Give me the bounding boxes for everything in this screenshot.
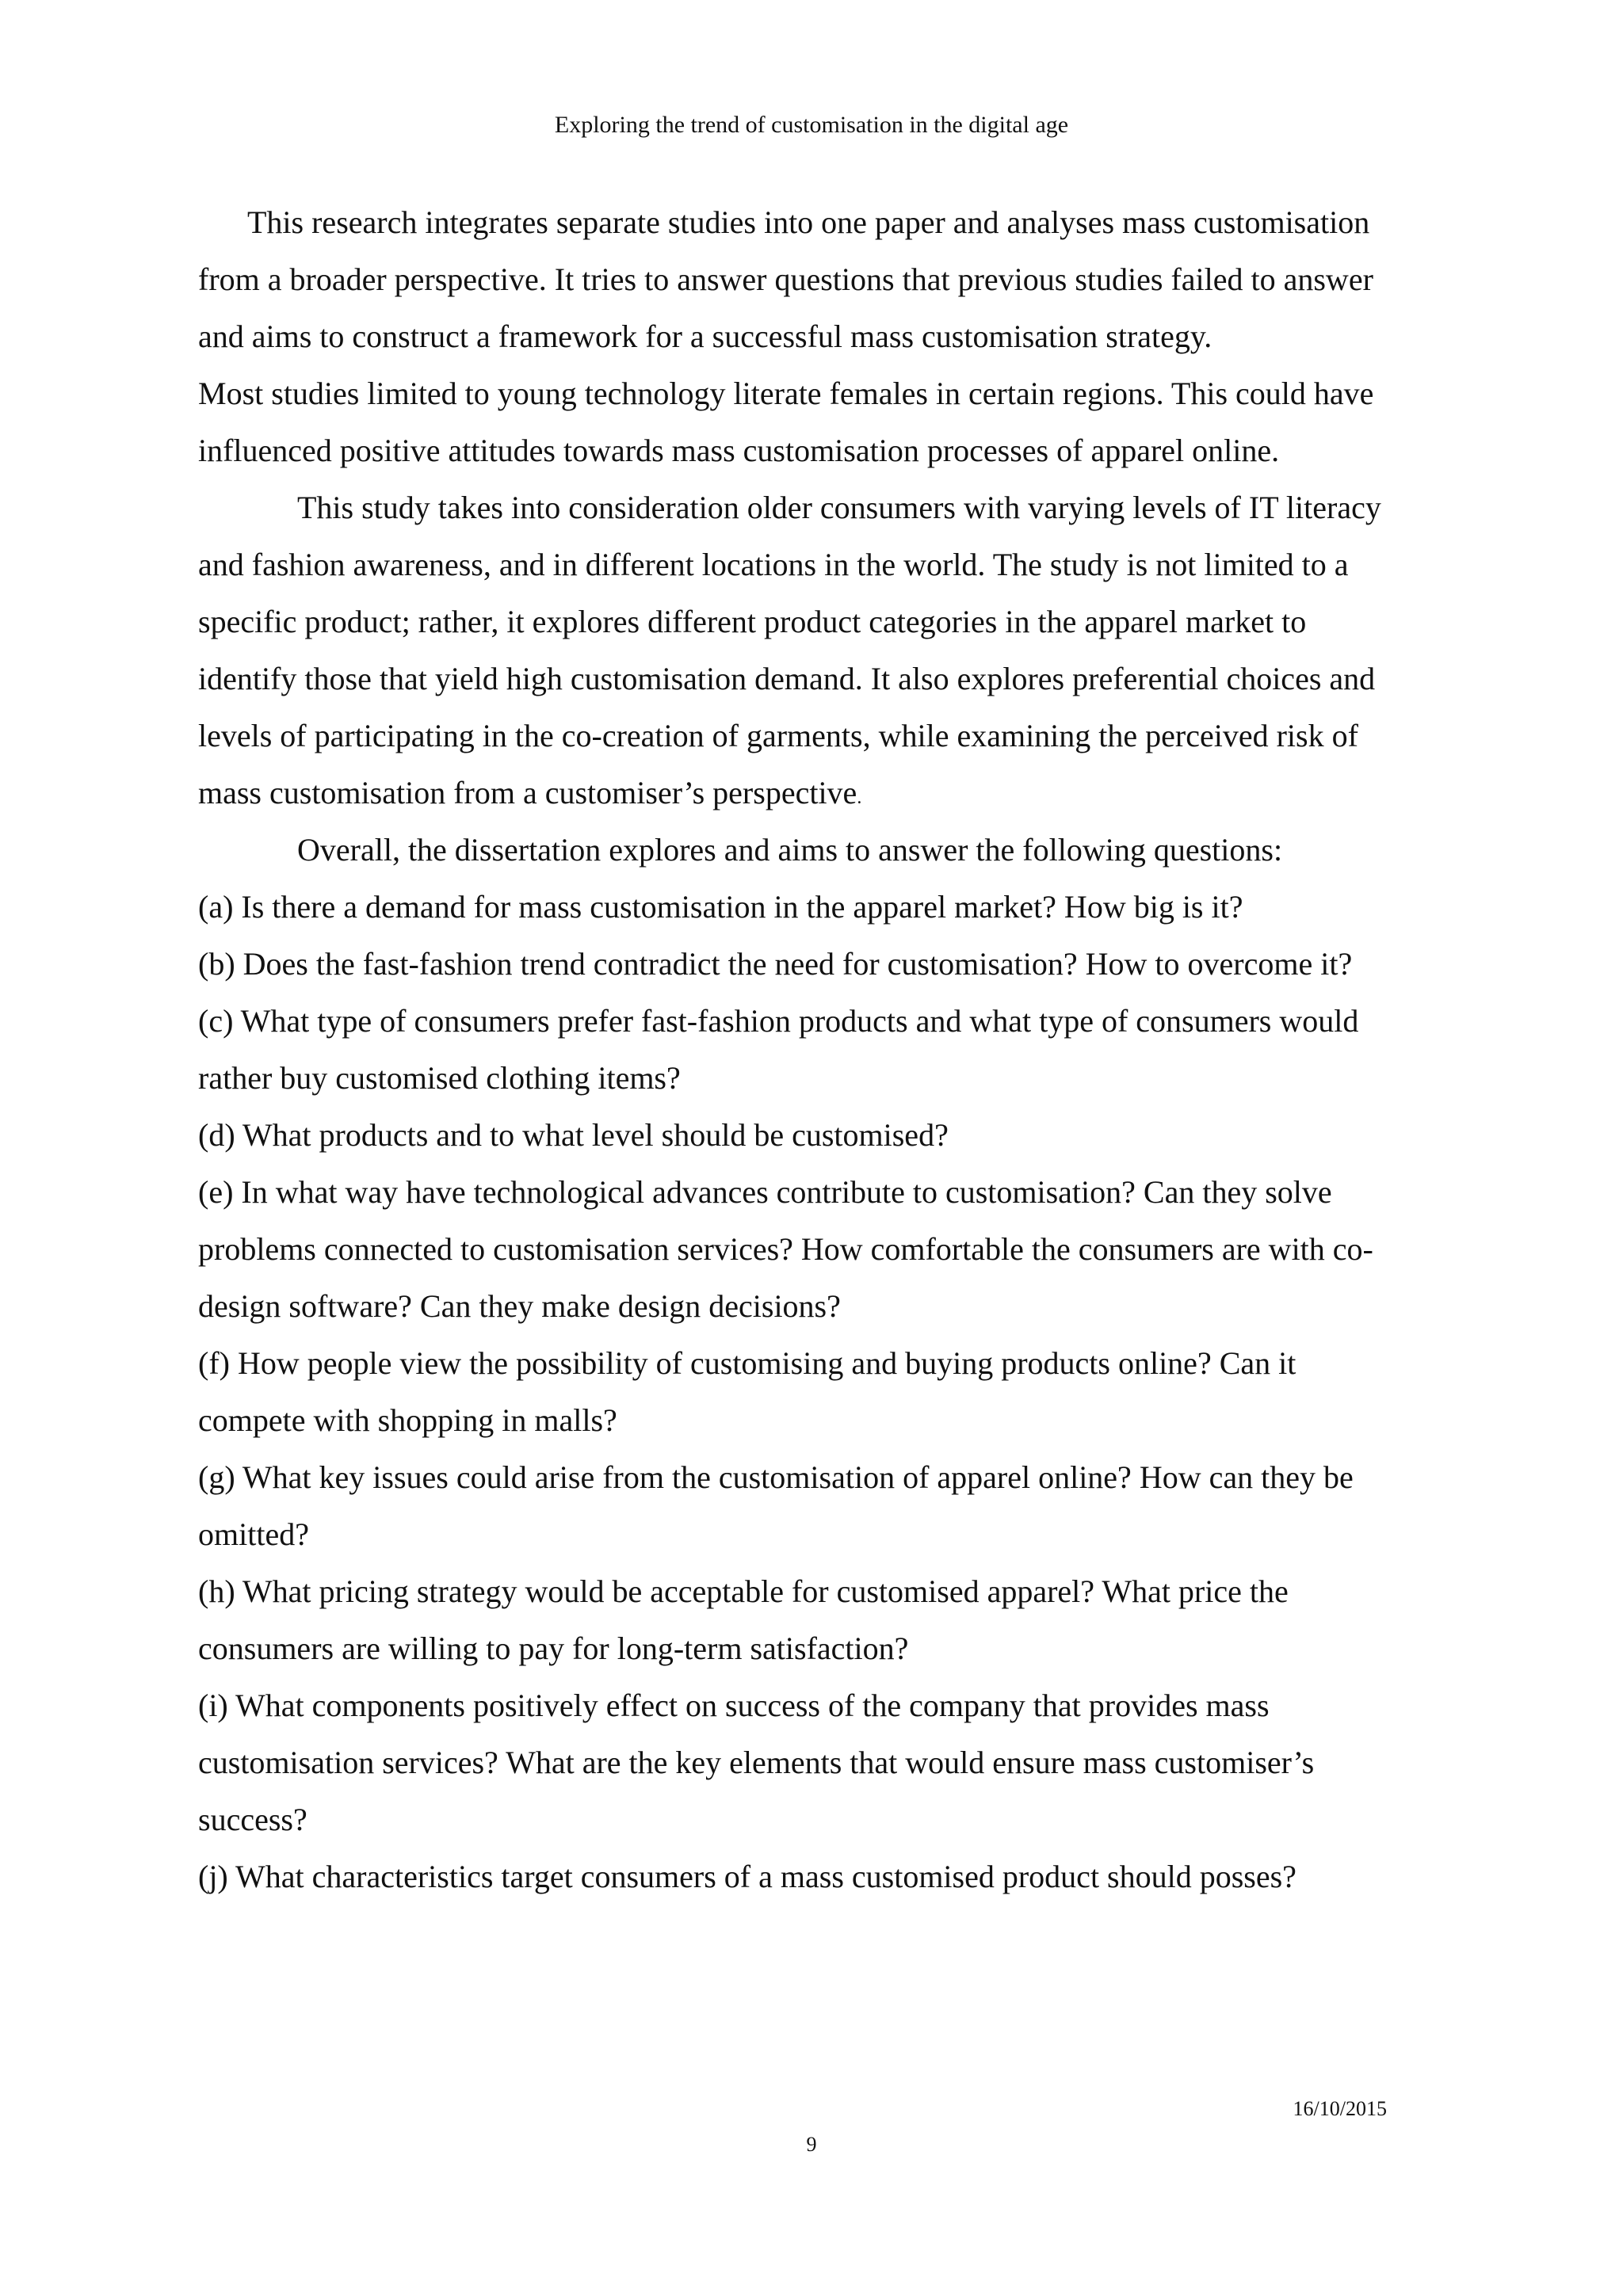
question-a: (a) Is there a demand for mass customisation in the apparel market? How big is it? [198,889,1243,925]
small-period: . [857,788,862,808]
question-i-continued: success? [198,1802,307,1837]
scope-paragraph-line: This study takes into consideration older consumers with varying levels of IT literacy [297,490,1381,525]
scope-paragraph-line: and fashion awareness, and in different locations in the world. The study is not limited to a [198,547,1349,582]
question-g-continued: omitted? [198,1516,309,1552]
question-i-continued: customisation services? What are the key elements that would ensure mass customiser’s [198,1745,1315,1780]
scope-paragraph-line: specific product; rather, it explores different product categories in the apparel market to [198,604,1307,639]
intro-paragraph-line: from a broader perspective. It tries to answer questions that previous studies failed to answer [198,261,1373,297]
scope-paragraph-line [198,765,1450,822]
limitations-paragraph-line: influenced positive attitudes towards mass customisation processes of apparel online. [198,433,1280,468]
scope-paragraph-line: identify those that yield high customisation demand. It also explores preferential choices and [198,661,1376,696]
question-i: (i) What components positively effect on success of the company that provides mass [198,1688,1270,1723]
intro-paragraph-line: and aims to construct a framework for a successful mass customisation strategy. [198,318,1212,354]
running-header: Exploring the trend of customisation in the digital age [554,112,1069,138]
question-e-continued: design software? Can they make design decisions? [198,1288,841,1324]
question-b: (b) Does the fast-fashion trend contradict the need for customisation? How to overcome it? [198,946,1353,982]
questions-intro-line: Overall, the dissertation explores and aims to answer the following questions: [297,832,1283,868]
question-g: (g) What key issues could arise from the customisation of apparel online? How can they be [198,1459,1354,1495]
question-c: (c) What type of consumers prefer fast-fashion products and what type of consumers would [198,1003,1359,1039]
question-c-continued: rather buy customised clothing items? [198,1060,681,1096]
question-d: (d) What products and to what level should be customised? [198,1117,949,1153]
question-h: (h) What pricing strategy would be acceptable for customised apparel? What price the [198,1573,1289,1609]
page-number: 9 [806,2133,817,2156]
body-text [198,194,1450,1905]
scope-paragraph-line: levels of participating in the co-creation of garments, while examining the perceived risk of [198,718,1358,753]
question-h-continued: consumers are willing to pay for long-term satisfaction? [198,1630,909,1666]
scope-paragraph-text: mass customisation from a customiser’s perspective [198,775,857,810]
question-f: (f) How people view the possibility of customising and buying products online? Can it [198,1345,1296,1381]
question-e: (e) In what way have technological advances contribute to customisation? Can they solve [198,1174,1332,1210]
intro-paragraph-line: This research integrates separate studies into one paper and analyses mass customisation [247,204,1370,240]
question-j: (j) What characteristics target consumers of a mass customised product should posses? [198,1859,1296,1894]
question-e-continued: problems connected to customisation services? How comfortable the consumers are with co- [198,1231,1373,1267]
limitations-paragraph-line: Most studies limited to young technology literate females in certain regions. This could have [198,376,1374,411]
question-f-continued: compete with shopping in malls? [198,1402,617,1438]
footer-date: 16/10/2015 [1293,2097,1387,2120]
